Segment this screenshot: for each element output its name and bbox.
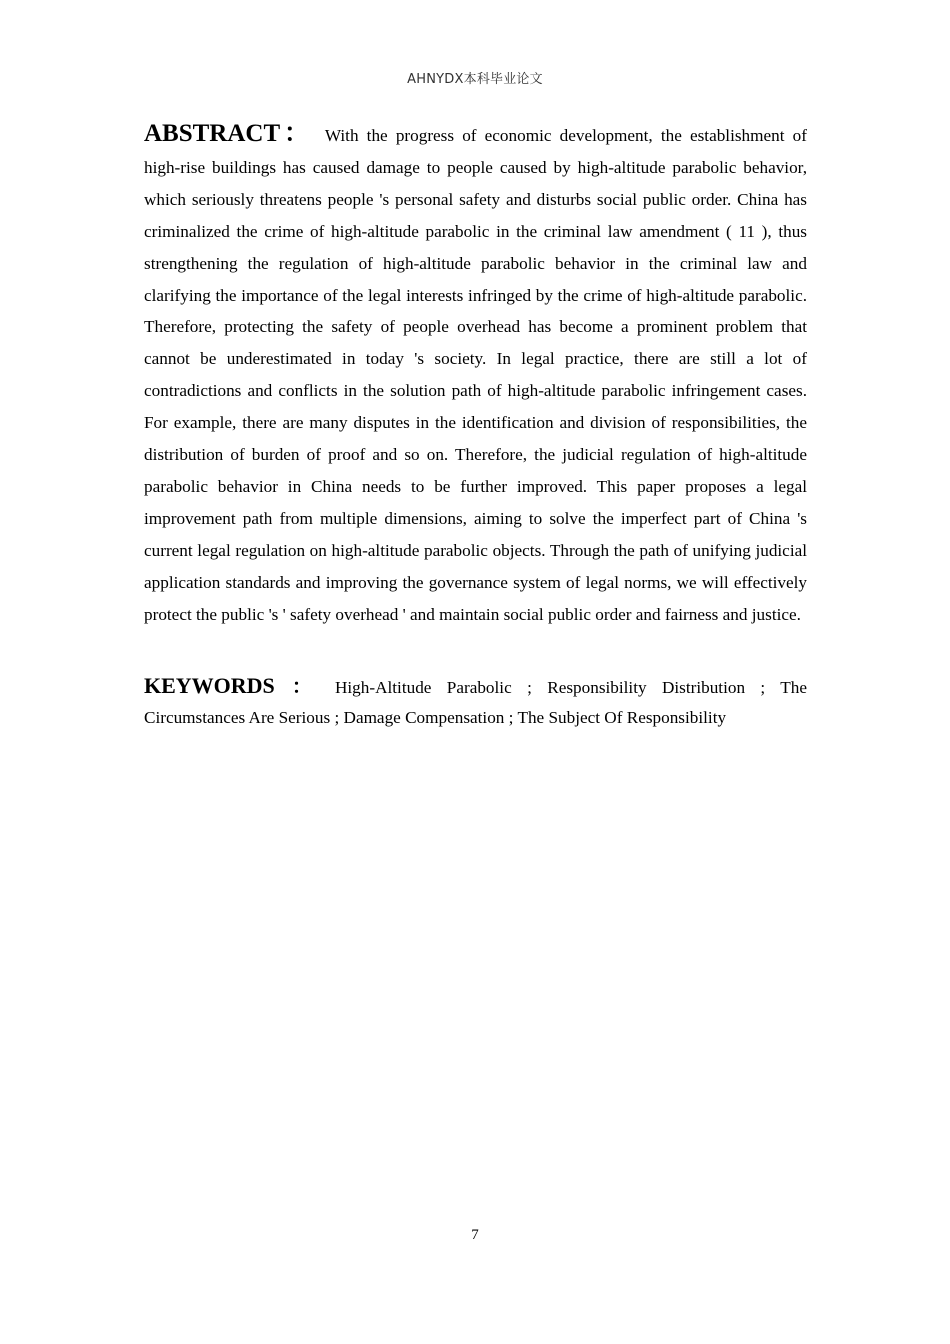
abstract-label: ABSTRACT [144,120,281,147]
running-header: AHNYDX本科毕业论文 [407,72,543,87]
abstract-paragraph [144,118,807,631]
keywords-colon: ： [280,675,323,698]
abstract-text: With the progress of economic development, the establishment of high-rise buildings has caused damage to people caused by high-altitude parabolic behavior, which seriously threatens people 's personal safety and disturbs social public order. China has criminalized the crime of high-altitude parabolic in the criminal law amendment ( 11 ), thus strengthening the regulation of high-altitude parabolic behavior in the criminal law and clarifying the importance of the legal interests infringed by the crime of high-altitude parabolic. Therefore, protecting the safety of people overhead has become a prominent problem that cannot be underestimated in today 's society. In legal practice, there are still a lot of contradictions and conflicts in the solution path of high-altitude parabolic infringement cases. For example, there are many disputes in the identification and division of responsibilities, the distribution of burden of proof and so on. Therefore, the judicial regulation of high-altitude parabolic behavior in China needs to be further improved. This paper proposes a legal improvement path from multiple dimensions, aiming to solve the imperfect part of China 's current legal regulation on high-altitude parabolic objects. Through the path of unifying judicial application standards and improving the governance system of legal norms, we will effectively protect the public 's ' safety overhead ' and maintain social public order and fairness and justice. [144,126,807,624]
keywords-text: High-Altitude Parabolic ; Responsibility Distribution ; The Circumstances Are Serious ; Damage Compensation ; The Subject Of Responsibility [144,677,808,727]
page-number: 7 [471,1227,479,1243]
abstract-colon: ： [280,120,313,147]
keywords-label: KEYWORDS [144,672,275,698]
abstract-section [144,118,807,733]
keywords-paragraph [144,671,807,733]
